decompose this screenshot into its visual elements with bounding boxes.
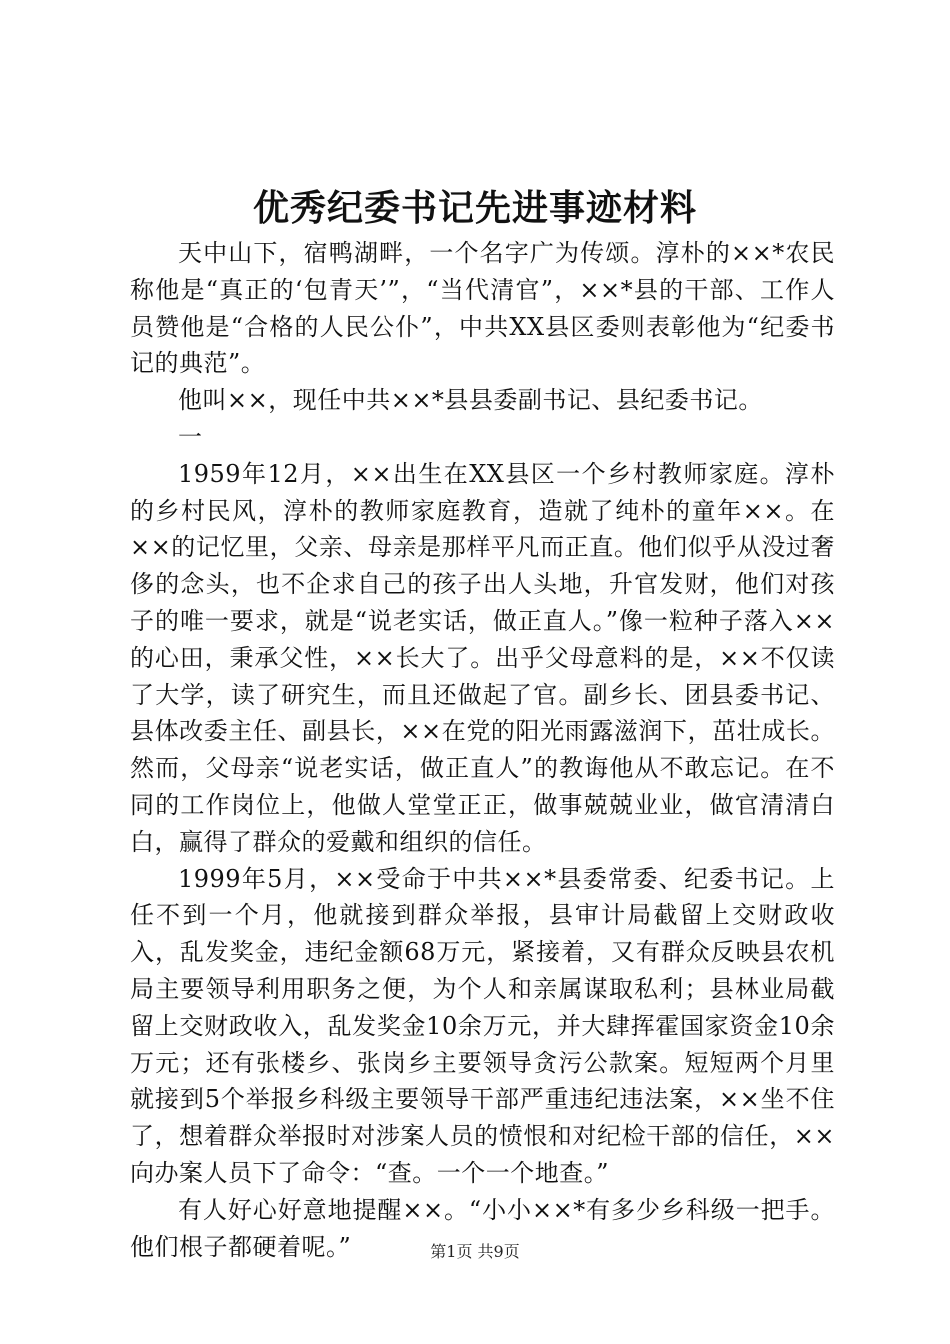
paragraph-appointment: 1999年5月，××受命于中共××*县委常委、纪委书记。上任不到一个月，他就接到群众举报，县审计局截留上交财政收入，乱发奖金，违纪金额68万元，紧接着，又有群众反映县农机局主要领导利用职务之便，为个人和亲属谋取私利；县林业局截留上交财政收入，乱发奖金10余万元，并大肆挥霍国家资金10余万元；还有张楼乡、张岗乡主要领导贪污公款案。短短两个月里就接到5个举报乡科级主要领导干部严重违纪违法案，××坐不住了，想着群众举报时对涉案人员的愤恨和对纪检干部的信任，××向办案人员下了命令：“查。一个一个地查。” — [130, 864, 835, 1187]
page-footer: 第1页 共9页 — [430, 1242, 520, 1261]
paragraph-reminder: 有人好心好意地提醒××。“小小××*有多少乡科级一把手。他们根子都硬着呢。” — [130, 1195, 835, 1261]
document-title: 优秀纪委书记先进事迹材料 — [252, 187, 697, 229]
paragraph-childhood: 1959年12月，××出生在XX县区一个乡村教师家庭。淳朴的乡村民风，淳朴的教师家庭教育，造就了纯朴的童年××。在××的记忆里，父亲、母亲是那样平凡而正直。他们似乎从没过奢侈的念头，也不企求自己的孩子出人头地，升官发财，他们对孩子的唯一要求，就是“说老实话，做正直人。”像一粒种子落入××的心田，秉承父性，××长大了。出乎父母意料的是，××不仅读了大学，读了研究生，而且还做起了官。副乡长、团县委书记、县体改委主任、副县长，××在党的阳光雨露滋润下，茁壮成长。然而，父母亲“说老实话，做正直人”的教诲他从不敢忘记。在不同的工作岗位上，他做人堂堂正正，做事兢兢业业，做官清清白白，赢得了群众的爱戴和组织的信任。 — [130, 459, 835, 856]
paragraph-intro: 天中山下，宿鸭湖畔，一个名字广为传颂。淳朴的××*农民称他是“真正的‘包青天’”，“当代清官”，××*县的干部、工作人员赞他是“合格的人民公仆”，中共XX县区委则表彰他为“纪委书记的典范”。 — [130, 239, 835, 378]
section-number: 一 — [178, 422, 203, 451]
paragraph-name: 他叫××，现任中共××*县县委副书记、县纪委书记。 — [178, 386, 763, 415]
document-body — [130, 235, 835, 1265]
